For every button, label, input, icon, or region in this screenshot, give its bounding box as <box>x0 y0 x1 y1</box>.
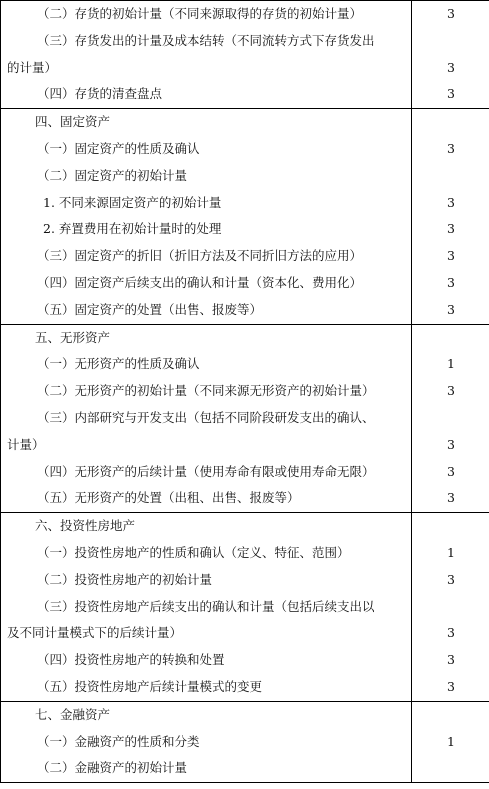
hours-value: 3 <box>447 194 455 210</box>
hours-value: 3 <box>447 625 455 641</box>
topic-line: （一）无形资产的性质及确认 <box>37 356 200 372</box>
topic-line: 五、无形资产 <box>35 329 111 345</box>
hours-value <box>412 28 489 55</box>
hours-value: 3 <box>447 571 455 587</box>
hours-value <box>412 163 489 190</box>
topic-line: （二）存货的初始计量（不同来源取得的存货的初始计量） <box>37 6 363 21</box>
hours-cell <box>412 1 489 109</box>
hours-value <box>412 755 489 782</box>
hours-value: 3 <box>447 301 455 317</box>
topic-line: （三）投资性房地产后续支出的确认和计量（包括后续支出以 <box>37 598 375 614</box>
hours-value: 3 <box>447 383 455 399</box>
hours-value: 3 <box>447 652 455 668</box>
topic-line: 2. 弃置费用在初始计量时的处理 <box>43 221 222 237</box>
topic-line: （四）无形资产的后续计量（使用寿命有限或使用寿命无限） <box>37 463 375 479</box>
hours-value: 3 <box>447 140 455 156</box>
table-row <box>1 513 489 702</box>
hours-value <box>412 405 489 432</box>
hours-value: 1 <box>447 356 455 372</box>
hours-value: 3 <box>447 59 455 75</box>
topic-line: （三）固定资产的折旧（折旧方法及不同折旧方法的应用） <box>37 248 363 264</box>
topic-line: （五）投资性房地产后续计量模式的变更 <box>37 678 263 694</box>
hours-value <box>412 513 489 540</box>
topic-cell <box>1 513 412 702</box>
topic-line: （二）投资性房地产的初始计量 <box>37 571 213 587</box>
hours-cell <box>412 324 489 513</box>
hours-value: 1 <box>447 733 455 749</box>
topic-line: 的计量） <box>7 59 58 75</box>
hours-value: 3 <box>447 248 455 264</box>
topic-line: 计量） <box>7 436 45 452</box>
hours-value: 3 <box>447 274 455 290</box>
topic-line: （二）固定资产的初始计量 <box>37 167 188 183</box>
table-row <box>1 701 489 782</box>
table-row <box>1 109 489 324</box>
hours-value: 3 <box>447 436 455 452</box>
topic-line: （一）固定资产的性质及确认 <box>37 140 200 156</box>
hours-value: 3 <box>447 678 455 694</box>
topic-line: （四）投资性房地产的转换和处置 <box>37 652 225 668</box>
topic-line: 四、固定资产 <box>35 114 111 130</box>
hours-value: 1 <box>447 544 455 560</box>
hours-value <box>412 325 489 352</box>
hours-value: 3 <box>447 221 455 237</box>
topic-line: （一）金融资产的性质和分类 <box>37 733 200 749</box>
topic-line: 及不同计量模式下的后续计量） <box>7 625 183 641</box>
hours-value: 3 <box>447 490 455 506</box>
hours-cell <box>412 513 489 702</box>
topic-line: （五）无形资产的处置（出租、出售、报废等） <box>37 490 300 506</box>
topic-cell <box>1 1 412 109</box>
hours-cell <box>412 701 489 782</box>
table-row <box>1 1 489 109</box>
topic-line: （三）内部研究与开发支出（包括不同阶段研发支出的确认、 <box>37 409 375 425</box>
topic-cell <box>1 324 412 513</box>
topic-line: （四）存货的清查盘点 <box>37 86 163 102</box>
hours-value <box>412 594 489 621</box>
topic-line: 七、金融资产 <box>35 706 111 722</box>
hours-value: 3 <box>447 6 455 21</box>
syllabus-table-body <box>1 1 489 783</box>
topic-line: （三）存货发出的计量及成本结转（不同流转方式下存货发出 <box>37 32 375 48</box>
topic-line: （四）固定资产后续支出的确认和计量（资本化、费用化） <box>37 274 363 290</box>
table-row <box>1 324 489 513</box>
topic-cell <box>1 109 412 324</box>
topic-line: 1. 不同来源固定资产的初始计量 <box>43 194 222 210</box>
topic-line: 六、投资性房地产 <box>35 518 136 534</box>
hours-value: 3 <box>447 463 455 479</box>
topic-line: （五）固定资产的处置（出售、报废等） <box>37 301 263 317</box>
topic-cell <box>1 701 412 782</box>
hours-value <box>412 702 489 729</box>
topic-line: （二）金融资产的初始计量 <box>37 760 188 776</box>
hours-value: 3 <box>447 86 455 102</box>
topic-line: （二）无形资产的初始计量（不同来源无形资产的初始计量） <box>37 383 375 399</box>
hours-cell <box>412 109 489 324</box>
topic-line: （一）投资性房地产的性质和确认（定义、特征、范围） <box>37 544 350 560</box>
hours-value <box>412 109 489 136</box>
